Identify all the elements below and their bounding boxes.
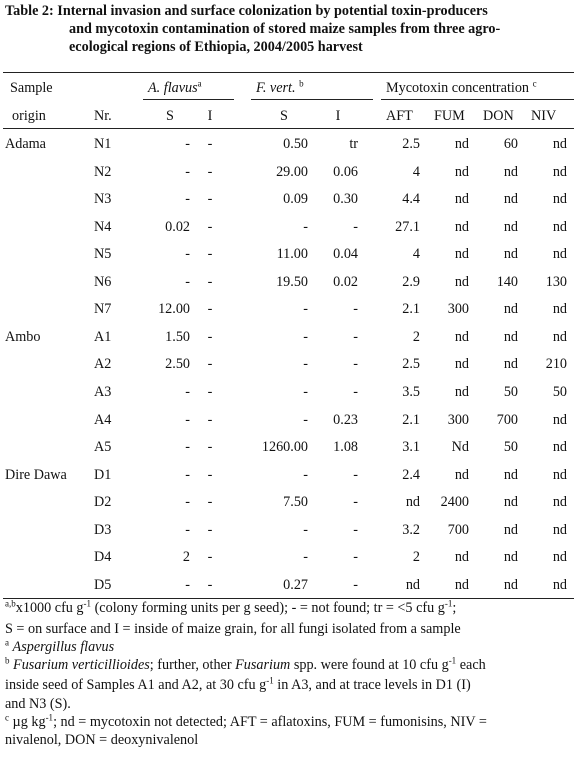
cell-aft: 2.1 (402, 411, 420, 428)
cell-don: nd (503, 466, 518, 483)
footnote-b-line2 (5, 676, 573, 694)
cell-nr: N4 (94, 218, 112, 235)
footnote-c-text-a: µg kg (9, 714, 46, 730)
footnote-b-text-a: ; further, other (149, 657, 236, 673)
header-don: DON (483, 108, 514, 124)
footnote-units-sup: a,b (5, 598, 16, 609)
cell-fvert-s: 0.27 (283, 576, 308, 593)
cell-origin: Ambo (5, 328, 41, 345)
cell-niv: nd (552, 328, 567, 345)
caption-line-2: and mycotoxin contamination of stored maize samples from three agro- (69, 21, 501, 37)
cell-aft: 2.5 (402, 136, 420, 152)
footnote-b-line2-a: inside seed of Samples A1 and A2, at 30 cfu g (5, 677, 267, 693)
cell-don: 50 (503, 439, 518, 456)
cell-fvert-i: tr (349, 136, 358, 152)
cell-fvert-i: - (353, 466, 358, 483)
cell-nr: N2 (94, 163, 112, 180)
footnote-c-sup: c (5, 712, 9, 723)
caption-line-3: ecological regions of Ethiopia, 2004/2005 harvest (69, 39, 363, 55)
footnote-a (5, 638, 573, 656)
cell-fvert-i: 0.04 (333, 246, 358, 263)
cell-don: nd (503, 494, 518, 511)
cell-aft: 3.5 (402, 384, 420, 400)
cell-aft: 2.9 (402, 273, 420, 290)
cell-aflavus-i: - (207, 356, 213, 373)
cell-nr: D3 (94, 521, 112, 538)
cell-niv: nd (552, 411, 567, 428)
cell-nr: A2 (94, 356, 112, 373)
cell-aflavus-i: - (207, 163, 213, 180)
cell-don: nd (503, 191, 518, 208)
cell-aflavus-i: - (207, 301, 213, 318)
cell-aft: 2.1 (402, 301, 420, 318)
cell-don: 50 (503, 384, 518, 400)
footnote-units-exp: -1 (83, 598, 92, 609)
cell-niv: nd (552, 576, 567, 593)
cell-aft: 4 (412, 163, 420, 180)
cell-fvert-i: - (353, 494, 358, 511)
cell-fum: nd (454, 328, 469, 345)
cell-aflavus-i: - (207, 494, 213, 511)
cell-aflavus-i: - (207, 466, 213, 483)
cell-don: 140 (496, 273, 518, 290)
header-sample: Sample (10, 80, 53, 96)
cell-fvert-i: - (353, 576, 358, 593)
cell-aft: 27.1 (395, 218, 420, 235)
footnote-b-exp: -1 (448, 655, 457, 666)
cell-fvert-s: 29.00 (276, 163, 308, 180)
cell-fvert-i: - (353, 328, 358, 345)
cell-niv: 210 (545, 356, 567, 373)
cell-aflavus-s: - (185, 411, 190, 428)
footnote-c-text-b: ; nd = mycotoxin not detected; AFT = aflatoxins, FUM = fumonisins, NIV = (53, 714, 487, 730)
footnote-b-genus: Fusarium (235, 657, 291, 673)
footnote-units-text-a: x1000 cfu g (15, 600, 84, 616)
cell-niv: nd (552, 466, 567, 483)
cell-aflavus-s: - (185, 576, 190, 593)
header-aflavus-sup: a (197, 78, 202, 89)
cell-aft: 2.4 (402, 466, 420, 483)
cell-don: nd (503, 328, 518, 345)
cell-origin: Adama (5, 136, 46, 152)
cell-fvert-s: - (303, 384, 308, 400)
cell-aflavus-s: 2.50 (165, 356, 190, 373)
cell-don: nd (503, 549, 518, 566)
cell-fvert-s: - (303, 356, 308, 373)
cell-niv: nd (552, 439, 567, 456)
cell-fum: 300 (447, 301, 469, 318)
cell-nr: N3 (94, 191, 112, 208)
cell-aflavus-s: - (185, 246, 190, 263)
cell-niv: nd (552, 301, 567, 318)
cell-fvert-s: - (303, 549, 308, 566)
footnote-units-text-c: ; (452, 600, 457, 616)
cell-don: 700 (496, 411, 518, 428)
cell-niv: nd (552, 191, 567, 208)
cell-aflavus-s: - (185, 191, 190, 208)
cell-aflavus-i: - (207, 549, 213, 566)
cell-aflavus-s: 1.50 (165, 328, 190, 345)
cell-aft: 4 (412, 246, 420, 263)
cell-don: nd (503, 356, 518, 373)
footnote-b (5, 656, 573, 674)
cell-aflavus-s: - (185, 163, 190, 180)
footnote-a-sup: a (5, 637, 9, 648)
cell-don: nd (503, 521, 518, 538)
footnote-b-species: Fusarium verticillioides (13, 657, 150, 673)
cell-fvert-i: - (353, 521, 358, 538)
cell-fvert-i: - (353, 549, 358, 566)
cell-fum: nd (454, 356, 469, 373)
header-fvert-i: I (335, 108, 341, 124)
header-mycotoxin (386, 79, 537, 97)
cell-fum: 300 (447, 411, 469, 428)
cell-nr: A4 (94, 411, 112, 428)
mycotoxin-subrule (381, 99, 574, 100)
cell-aflavus-i: - (207, 246, 213, 263)
cell-niv: nd (552, 246, 567, 263)
header-aflavus-name: A. flavus (148, 80, 198, 96)
cell-fum: nd (454, 218, 469, 235)
footnote-units-text-b: (colony forming units per g seed); - = not found; tr = <5 cfu g (91, 600, 445, 616)
cell-don: nd (503, 218, 518, 235)
cell-nr: D1 (94, 466, 112, 483)
cell-fvert-i: 0.23 (333, 411, 358, 428)
table-caption (5, 2, 573, 56)
cell-nr: D2 (94, 494, 112, 511)
header-fum: FUM (434, 108, 465, 124)
cell-fvert-s: 7.50 (283, 494, 308, 511)
cell-fvert-i: - (353, 218, 358, 235)
cell-aflavus-s: 0.02 (165, 218, 190, 235)
header-origin: origin (12, 108, 46, 124)
cell-nr: D5 (94, 576, 112, 593)
cell-fvert-s: 19.50 (276, 273, 308, 290)
cell-aflavus-i: - (207, 411, 213, 428)
cell-fvert-s: - (303, 328, 308, 345)
cell-aflavus-s: - (185, 466, 190, 483)
header-aflavus-s: S (166, 108, 174, 124)
cell-nr: D4 (94, 549, 112, 566)
cell-aflavus-i: - (207, 384, 213, 400)
cell-aflavus-s: - (185, 136, 190, 152)
cell-fum: nd (454, 549, 469, 566)
cell-niv: nd (552, 163, 567, 180)
cell-fvert-s: - (303, 218, 308, 235)
cell-aft: nd (405, 494, 420, 511)
footnote-b-line2-b: in A3, and at trace levels in D1 (I) (273, 677, 471, 693)
footnote-b-text-b: spp. were found at 10 cfu g (290, 657, 449, 673)
top-rule (3, 72, 574, 73)
cell-aflavus-s: 2 (182, 549, 190, 566)
cell-fvert-s: 11.00 (276, 246, 308, 263)
cell-aflavus-s: - (185, 384, 190, 400)
header-mycotoxin-sup: c (532, 78, 537, 89)
cell-fum: nd (454, 273, 469, 290)
cell-fum: nd (454, 163, 469, 180)
cell-aflavus-i: - (207, 191, 213, 208)
cell-niv: nd (552, 136, 567, 152)
cell-nr: N6 (94, 273, 112, 290)
cell-nr: A3 (94, 384, 112, 400)
footnote-surface-inside: S = on surface and I = inside of maize grain, for all fungi isolated from a sample (5, 621, 461, 637)
cell-fvert-s: - (303, 301, 308, 318)
cell-fvert-i: - (353, 301, 358, 318)
cell-fvert-i: 0.06 (333, 163, 358, 180)
cell-fvert-s: - (303, 521, 308, 538)
header-aft: AFT (386, 108, 413, 124)
footnote-units-exp2: -1 (444, 598, 453, 609)
cell-fvert-i: - (353, 356, 358, 373)
cell-fum: nd (454, 384, 469, 400)
cell-fum: nd (454, 576, 469, 593)
cell-fvert-s: 0.09 (283, 191, 308, 208)
cell-nr: N7 (94, 301, 112, 318)
cell-aft: 2 (412, 328, 420, 345)
cell-aflavus-i: - (207, 439, 213, 456)
cell-fvert-s: 1260.00 (261, 439, 308, 456)
cell-nr: A1 (94, 328, 112, 345)
fvert-subrule (251, 99, 373, 100)
header-niv: NIV (531, 108, 557, 124)
cell-aflavus-s: - (185, 439, 190, 456)
footnote-b-text-c: each (456, 657, 486, 673)
footnote-b-line3: and N3 (S). (5, 696, 71, 712)
cell-aflavus-i: - (207, 521, 213, 538)
cell-fvert-i: - (353, 384, 358, 400)
cell-fum: nd (454, 136, 469, 152)
caption-line-1: Table 2: Internal invasion and surface colonization by potential toxin-producers (5, 3, 488, 19)
footnote-c-line2: nivalenol, DON = deoxynivalenol (5, 732, 199, 748)
cell-fvert-i: 0.30 (333, 191, 358, 208)
cell-fum: nd (454, 246, 469, 263)
cell-aflavus-i: - (207, 273, 213, 290)
header-rule (3, 128, 574, 129)
cell-nr: A5 (94, 439, 112, 456)
cell-nr: N1 (94, 136, 112, 152)
footnote-a-text: Aspergillus flavus (12, 639, 115, 655)
cell-aft: 4.4 (402, 191, 420, 208)
cell-fvert-s: - (303, 411, 308, 428)
cell-fvert-i: 0.02 (333, 273, 358, 290)
header-aflavus-i: I (207, 108, 213, 124)
cell-niv: nd (552, 549, 567, 566)
cell-fvert-s: 0.50 (283, 136, 308, 152)
cell-fum: 2400 (440, 494, 469, 511)
cell-don: 60 (503, 136, 518, 152)
cell-aft: 2.5 (402, 356, 420, 373)
cell-aflavus-i: - (207, 328, 213, 345)
cell-aflavus-i: - (207, 218, 213, 235)
cell-don: nd (503, 576, 518, 593)
footnote-b-line2-exp: -1 (266, 675, 274, 686)
cell-fvert-s: - (303, 466, 308, 483)
footnote-c (5, 713, 573, 731)
aflavus-subrule (143, 99, 234, 100)
footnote-b-sup: b (5, 655, 10, 666)
cell-niv: nd (552, 521, 567, 538)
cell-origin: Dire Dawa (5, 466, 67, 483)
footnote-units (5, 599, 573, 617)
cell-niv: nd (552, 494, 567, 511)
cell-aflavus-i: - (207, 576, 213, 593)
cell-don: nd (503, 246, 518, 263)
cell-aft: 2 (412, 549, 420, 566)
header-fvert-s: S (280, 108, 288, 124)
cell-nr: N5 (94, 246, 112, 263)
header-nr: Nr. (94, 108, 112, 124)
cell-fum: Nd (451, 439, 469, 456)
cell-fum: nd (454, 466, 469, 483)
footnote-c-exp: -1 (45, 712, 54, 723)
header-mycotoxin-label: Mycotoxin concentration (386, 80, 530, 96)
cell-aflavus-s: - (185, 494, 190, 511)
cell-aflavus-s: - (185, 521, 190, 538)
cell-aflavus-s: - (185, 273, 190, 290)
cell-niv: nd (552, 218, 567, 235)
header-fvert-sup: b (299, 78, 304, 89)
cell-fum: 700 (447, 521, 469, 538)
cell-aflavus-s: 12.00 (158, 301, 190, 318)
header-aflavus (148, 79, 202, 97)
cell-aft: nd (405, 576, 420, 593)
cell-niv: 130 (545, 273, 567, 290)
cell-don: nd (503, 163, 518, 180)
cell-aft: 3.2 (402, 521, 420, 538)
cell-don: nd (503, 301, 518, 318)
header-fvert (256, 79, 304, 97)
header-fvert-name: F. vert. (256, 80, 296, 96)
cell-fum: nd (454, 191, 469, 208)
cell-fvert-i: 1.08 (333, 439, 358, 456)
cell-aflavus-i: - (207, 136, 213, 152)
cell-niv: 50 (552, 384, 567, 400)
cell-aft: 3.1 (402, 439, 420, 456)
